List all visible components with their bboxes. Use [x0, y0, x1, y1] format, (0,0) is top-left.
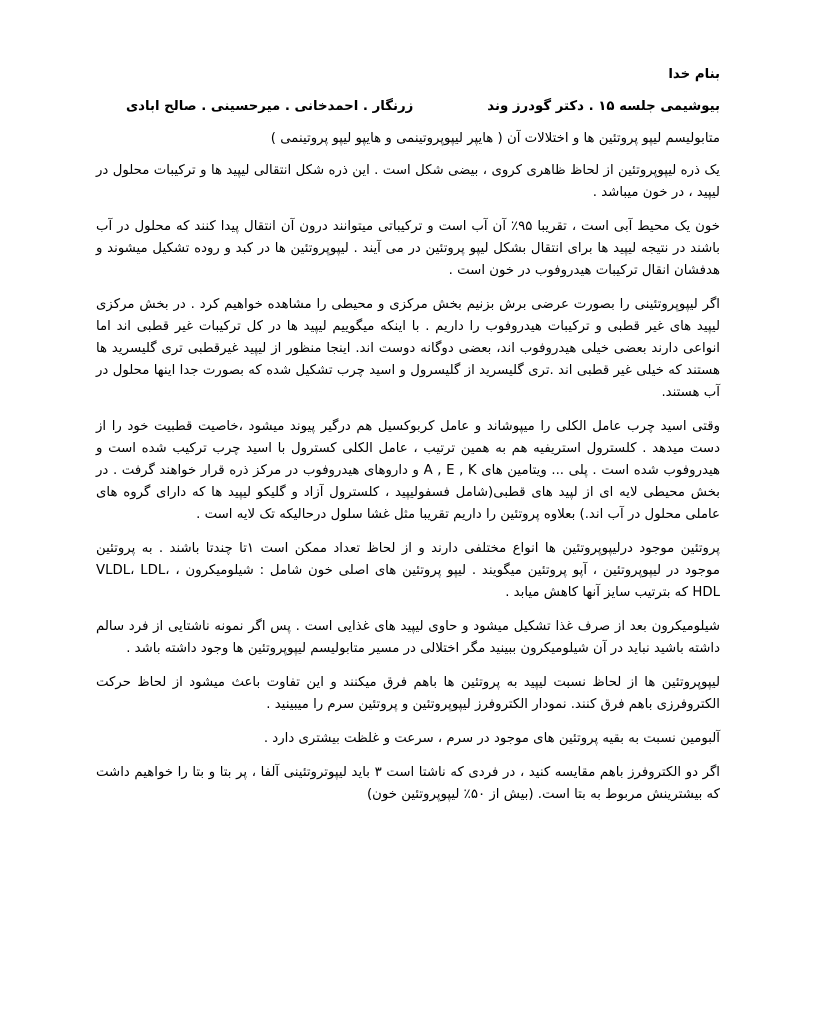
paragraph: آلبومین نسبت به بقیه پروتئین های موجود در سرم ، سرعت و غلظت بیشتری دارد . — [263, 731, 720, 746]
paragraph: شیلومیکرون بعد از صرف غذا تشکیل میشود و حاوی لیپید های غذایی است . پس اگر نمونه ناشتایی از فرد سالم داشته باشید نباید در آن شیلومیکرون ببینید مگر اختلالی در مسیر متابولیسم لیپوپروتئین ها وجود داشته باشد . — [96, 619, 720, 656]
paragraph: خون یک محیط آبی است ، تقریبا ۹۵٪ آن آب است و ترکیباتی میتوانند درون آن انتقال پیدا کنند که محلول در آب باشند در نتیجه لیپید ها برای انتقال بشکل لیپو پروتئین در می آیند . لیپوپروتئین ها در کبد و روده تشکیل میشوند و هدفشان انقال ترکیبات هیدروفوب در خون است . — [96, 219, 720, 278]
scribes-names: زرنگار . احمدخانی . میرحسینی . صالح ابادی — [125, 99, 414, 114]
paragraph: اگر لیپوپروتئینی را بصورت عرضی برش بزنیم بخش مرکزی و محیطی را مشاهده خواهیم کرد . در بخش مرکزی لیپید های غیر قطبی و ترکیبات هیدروفوب را داریم . با اینکه میگوییم لیپید ها در کل ترکیبات غیر قطبی اند اما انواعی دارند بعضی خیلی هیدروفوب اند، بعضی دوگانه دوست اند. اینجا منظور از لیپید غیرقطبی تری گلیسرید ها هستند که خیلی غیر قطبی اند .تری گلیسرید از گلیسرول و اسید چرب تشکیل شده که بصورت جدا اینها محلول در آب هستند. — [96, 297, 720, 400]
session-title: بیوشیمی جلسه ۱۵ . دکتر گودرز وند — [487, 99, 720, 114]
paragraph: پروتئین موجود درلیپوپروتئین ها انواع مختلفی دارند و از لحاظ تعداد ممکن است ۱تا چندتا باشند . به پروتئین موجود در لیپوپروتئین ، آپو پروتئین میگویند . لیپو پروتئین های اصلی خون شامل : شیلومیکرون ، VLDL، LDL، HDL که بترتیب سایز آنها کاهش میابد . — [96, 541, 720, 600]
topic-line: متابولیسم لیپو پروتئین ها و اختلالات آن ( هایپر لیپوپروتینمی و هایپو لیپو پروتینمی ) — [270, 131, 720, 146]
document-page — [96, 64, 720, 818]
paragraph: لیپوپروتئین ها از لحاظ نسبت لیپید به پروتئین ها باهم فرق میکنند و این تفاوت باعث میشود از لحاظ حرکت الکتروفرزی باهم فرق کنند. نمودار الکتروفرز لیپوپروتئین و پروتئین سرم را میبینید . — [96, 675, 720, 712]
session-header — [96, 96, 720, 118]
bismillah-heading: بنام خدا — [668, 67, 720, 82]
paragraph: یک ذره لیپوپروتئین از لحاظ ظاهری کروی ، بیضی شکل است . این ذره شکل انتقالی لیپید ها و ترکیبات محلول در لیپید ، در خون میباشد . — [96, 163, 720, 200]
paragraph: وقتی اسید چرب عامل الکلی را میپوشاند و عامل کربوکسیل هم درگیر پیوند میشود ،خاصیت قطبیت خود را از دست میدهد . کلسترول استریفیه هم به همین ترتیب ، عامل الکلی کسترول با اسید چرب ترکیب شده است و هیدروفوب شده است . پلی ... ویتامین های A , E , K و داروهای هیدروفوب در مرکز ذره قرار خواهند گرفت . در بخش محیطی لایه ای از لپید های قطبی(شامل فسفولیپید ، کلسترول آزاد و گلیکو لیپید ها که دارای گروه های عاملی محلول در آب اند.) بعلاوه پروتئین را داریم تقریبا مثل غشا سلول درحالیکه تک لایه است . — [96, 419, 721, 522]
paragraph: اگر دو الکتروفرز باهم مقایسه کنید ، در فردی که ناشتا است ۳ باید لیپوتروتئینی آلفا ، پر بتا و بتا را خواهیم داشت که بیشترینش مربوط به بتا است. (بیش از ۵۰٪ لیپوپروتئین خون) — [96, 765, 720, 802]
